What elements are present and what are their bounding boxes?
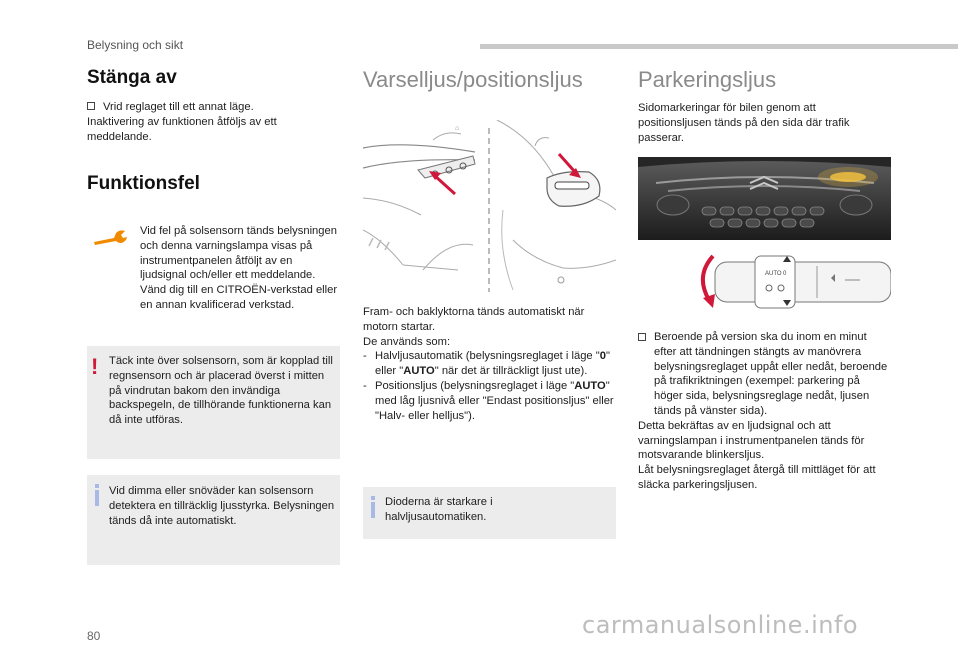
list-item: - Halvljusautomatik (belysningsreglaget i läge "0" eller "AUTO" när det är tillräckligt ljust ute). [363, 349, 616, 379]
info-box-diodes [363, 487, 616, 539]
car-front-photo [638, 157, 891, 245]
turn-off-step: Vrid reglaget till ett annat läge. [87, 100, 332, 115]
daytime-intro: Fram- och baklyktorna tänds automatiskt när motorn startar. [363, 306, 585, 333]
warning-box [87, 346, 340, 459]
page-number: 80 [87, 629, 101, 643]
info-fog-text: Vid dimma eller snöväder kan solsensorn detektera en tillräcklig ljusstyrka. Belysningen tänds då inte automatiskt. [109, 485, 335, 527]
title-turn-off: Stänga av [87, 67, 177, 88]
svg-text:⌂: ⌂ [455, 125, 460, 132]
header-divider [480, 44, 958, 49]
step-bullet-icon [638, 333, 646, 341]
wrench-warning-icon [92, 229, 130, 252]
warning-text: Täck inte över solsensorn, som är kopplad till regnsensorn och är placerad överst i mitten på vindrutan bakom den invändiga backspegeln, de tillhörande funktionerna kan då inte utföras. [109, 355, 333, 427]
parking-confirm: Detta bekräftas av en ljudsignal och att varningslampan i instrumentpanelen tänds för motsvarande blinkersljus. [638, 419, 865, 462]
turn-off-text: Inaktivering av funktionen åtföljs av ett meddelande. [87, 115, 277, 143]
parking-intro: Sidomarkeringar för bilen genom att positionsljusen tänds på den sida där trafik passerar. [638, 102, 850, 144]
info-icon [90, 484, 104, 506]
turn-off-block [87, 100, 332, 144]
parking-text [638, 330, 888, 493]
parking-reset: Låt belysningsreglaget återgå till mittläget för att släcka parkeringsljusen. [638, 464, 876, 491]
title-malfunction: Funktionsfel [87, 173, 200, 194]
title-parking-lights: Parkeringsljus [638, 67, 777, 92]
headlamp-illustration [363, 120, 616, 299]
malfunction-text: Vid fel på solsensorn tänds belysningen och denna varningslampa visas på instrumentpanelen åtföljt av en ljudsignal och/eller ett meddelande. Vänd dig till en CITROËN-verkstad eller en annan kvalificerad verkstad. [140, 225, 338, 311]
section-header: Belysning och sikt [87, 38, 184, 52]
stalk-auto-label: AUTO [765, 271, 782, 277]
list-item: - Positionsljus (belysningsreglaget i läge "AUTO" med låg ljusnivå eller "Endast positionsljus" eller "Halv- eller helljus"). [363, 379, 616, 423]
exclamation-icon: ! [91, 354, 99, 379]
stalk-zero-label: 0 [783, 271, 787, 277]
parking-step: Beroende på version ska du inom en minut efter att tändningen stängts av manövrera belysningsreglaget uppåt eller nedåt, beroende på trafikriktningen (exempel: parkering på höger sida, belysningsreglage nedåt, ljusen tänds på vänster sida). [638, 330, 888, 419]
daytime-used-as: De används som: [363, 335, 451, 348]
daytime-list [363, 349, 616, 423]
info-box-fog [87, 475, 340, 565]
step-bullet-icon [87, 102, 95, 110]
info-icon [366, 496, 380, 518]
lighting-stalk-illustration [695, 248, 891, 321]
daytime-text [363, 305, 616, 423]
watermark: carmanualsonline.info [582, 611, 859, 639]
info-diodes-text: Dioderna är starkare i halvljusautomatiken. [385, 496, 493, 523]
title-daytime-lights: Varselljus/positionsljus [363, 67, 583, 92]
